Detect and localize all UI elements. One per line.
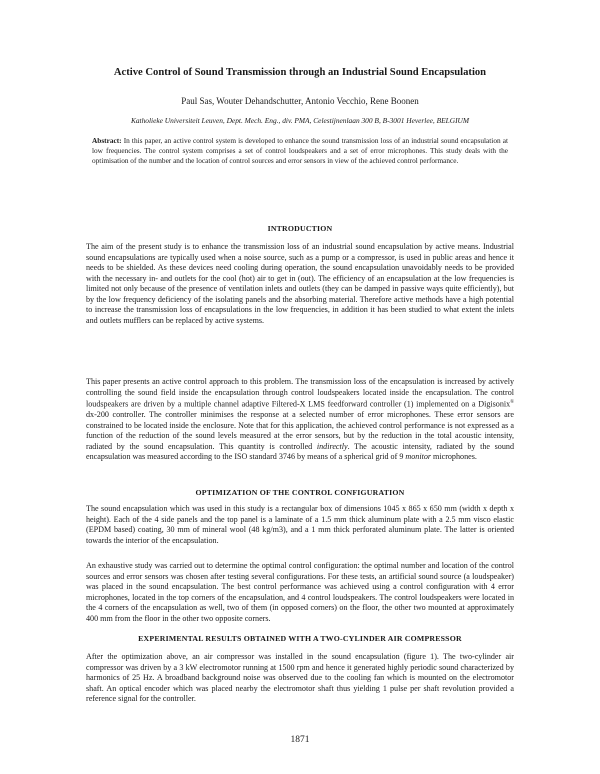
intro-p2-emphasis-indirectly: indirectly — [316, 441, 348, 451]
section-heading-optimization: OPTIMIZATION OF THE CONTROL CONFIGURATION — [195, 488, 405, 497]
section-heading-results: EXPERIMENTAL RESULTS OBTAINED WITH A TWO-CYLINDER AIR COMPRESSOR — [138, 634, 462, 643]
intro-p2-text-d: microphones. — [431, 452, 477, 462]
affiliation: Katholieke Universiteit Leuven, Dept. Mech. Eng., div. PMA, Celestijnenlaan 300 B, B-3001 Heverlee, BELGIUM — [130, 116, 470, 125]
optim-paragraph-2: An exhaustive study was carried out to determine the optimal control configuration: the optimal number and location of the control sources and error sensors was chosen after testing several configurations. For these tests, an artificial sound source (a loudspeaker) was placed in the sound encapsulation. The best control performance was achieved using a control configuration with 4 error microphones, located in the top corners of the encapsulation, and 4 control loudspeakers. The control loudspeakers were located in the 4 corners of the encapsulation as well, two of them (in opposed corners) on the floor, the other two mounted at approximately 400 mm from the floor in the other two opposite corners. — [86, 561, 514, 623]
page-number: 1871 — [290, 735, 310, 745]
optim-paragraph-1: The sound encapsulation which was used in this study is a rectangular box of dimensions 1045 x 865 x 650 mm (width x depth x height). Each of the 4 side panels and the top panel is a laminate of a 1.5 mm thick aluminum plate with a 2.5 mm visco elastic (EPDM based) coating, 30 mm of mineral wool (48 kg/m3), and a 1 mm thick perforated aluminum plate. The latter is oriented towards the interior of the encapsulation. — [86, 504, 514, 545]
abstract-label: Abstract: — [92, 136, 122, 145]
intro-p2-text-b: dx-200 controller. The controller minimises the response at a selected number of error microphones. These error sensors are constrained to be located inside the enclosure. Note that for this application, the achieved control performance is not expressed as a function of the reduction of the sound levels measured at the error sensors, but by the reduction in the total acoustic intensity, radiated by the sound encapsulation. This quantity is controlled — [86, 410, 514, 451]
abstract — [92, 136, 508, 167]
section-heading-introduction: INTRODUCTION — [267, 224, 333, 233]
paper-title: Active Control of Sound Transmission through an Industrial Sound Encapsulation — [113, 67, 487, 78]
intro-p2-text-c: . The acoustic intensity, radiated by the sound encapsulation was measured according to the ISO standard 3746 by means of a spherical grid of 9 — [86, 441, 514, 462]
intro-p2-emphasis-monitor: monitor — [405, 452, 432, 462]
intro-paragraph-1: The aim of the present study is to enhance the transmission loss of an industrial sound encapsulation by active means. Industrial sound encapsulations are typically used when a noise source, such as a pump or a compressor, is used in public areas and hence it needs to be shielded. As these devices need cooling during operation, the sound encapsulation unavoidably needs to be provided with the necessary in- and outlets for the cool (hot) air to get in (out). The efficiency of an encapsulation at the low frequencies is limited not only because of the presence of ventilation inlets and outlets (they can be damped in passive ways quite efficiently), but by the low frequency deficiency of the isolating panels and the absorbing material. Therefore active methods have a high potential to increase the transmission loss of encapsulations in the low frequencies, in addition it has been studied to what extent the inlets and outlets mufflers can be replaced by active systems. — [86, 242, 514, 325]
abstract-text: In this paper, an active control system is developed to enhance the sound transmission loss of an industrial sound encapsulation at low frequencies. The control system comprises a set of control loudspeakers and a set of error microphones. This study deals with the optimisation of the number and the location of control sources and error sensors in view of the achieved control performance. — [92, 136, 508, 166]
intro-paragraph-2 — [86, 377, 514, 463]
intro-p2-text-a: This paper presents an active control approach to this problem. The transmission loss of the encapsulation is increased by actively controlling the sound field inside the encapsulation through control loudspeakers located inside the encapsulation. The control loudspeakers are driven by a multiple channel adaptive Filtered-X LMS feedforward controller (1) implemented on a Digisonix — [86, 377, 514, 409]
results-paragraph-1: After the optimization above, an air compressor was installed in the sound encapsulation (figure 1). The two-cylinder air compressor was driven by a 3 kW electromotor running at 1500 rpm and hence it generated highly periodic sound characterized by harmonics of 25 Hz. A broadband background noise was observed due to the cooling fan which is mounted on the electromotor shaft. An optical encoder which was placed nearby the electromotor shaft thus yielding 1 pulse per shaft revolution provided a reference signal for the controller. — [86, 652, 514, 703]
author-list: Paul Sas, Wouter Dehandschutter, Antonio Vecchio, Rene Boonen — [181, 96, 419, 106]
registered-mark: ® — [510, 400, 514, 405]
